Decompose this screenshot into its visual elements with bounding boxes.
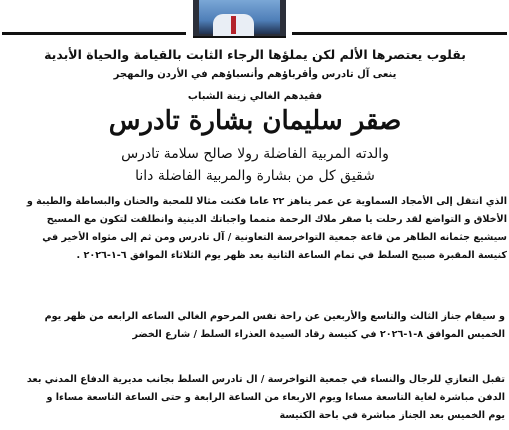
- top-rule-left: [2, 32, 186, 35]
- mother-line: والدته المربية الفاضلة رولا صالح سلامة تادرس: [121, 146, 389, 162]
- paragraph-line: الخميس الموافق ٨-١-٢٠٢٦ في كنيسة رقاد السيدة العذراء السلط / شارع الخضر: [132, 329, 505, 340]
- memorial-service-paragraph: [6, 308, 505, 344]
- sister-line: شقيق كل من بشارة والمربية الفاضلة دانا: [135, 168, 375, 184]
- opening-line: بقلوب يعتصرها الألم لكن يملؤها الرجاء الثابت بالقيامة والحياة الأبدية: [44, 47, 466, 62]
- paragraph-line: سيشيع جثمانه الطاهر من قاعة جمعية التواخرسة التعاونية / آل تادرس ومن ثم إلى مثواه الأخير في: [42, 232, 507, 243]
- condolences-paragraph: [6, 371, 505, 425]
- deceased-name: صقر سليمان بشارة تادرس: [108, 106, 402, 136]
- paragraph-line: تقبل التعازي للرجال والنساء في جمعية التواخرسة / ال تادرس السلط بجانب مديرية الدفاع المدني بعد: [26, 374, 505, 385]
- paragraph-line: الدفن مباشرة لغاية التاسعة مساءا ويوم الاربعاء من الساعة الرابعة و حتى الساعة التاسعة مساءا و: [46, 392, 505, 403]
- paragraph-line: الذي انتقل إلى الأمجاد السماوية عن عمر يناهز ٢٢ عاما فكنت مثالا للمحبة والحنان والبساطة والطيبة و: [26, 196, 507, 207]
- deceased-photo: [193, 0, 286, 38]
- paragraph-line: كنيسة المقبرة صبيح السلط في تمام الساعة الثانية بعد ظهر يوم الثلاثاء الموافق ٦-١-٢٠٢٦ .: [76, 250, 507, 261]
- top-rule-right: [292, 32, 507, 35]
- paragraph-line: يوم الخميس بعد الجناز مباشرة في باحة الكنيسة: [279, 410, 505, 421]
- deceased-label: فقيدهم الغالي زينة الشباب: [187, 91, 323, 102]
- paragraph-line: و سيقام جناز الثالث والتاسع والأربعين عن راحة نفس المرحوم الغالي الساعه الرابعه من ظهر يوم: [44, 311, 505, 322]
- paragraph-line: الأخلاق و التواضع لقد رحلت يا صقر ملاك الرحمة متمما واجباتك الدينية وانطلقت لتكون مع المسيح: [46, 214, 507, 225]
- mourners-line: ينعى آل تادرس وأقرباؤهم وأنسباؤهم في الأردن والمهجر: [113, 69, 397, 80]
- funeral-details-paragraph: [2, 193, 507, 265]
- photo-tie: [231, 16, 236, 34]
